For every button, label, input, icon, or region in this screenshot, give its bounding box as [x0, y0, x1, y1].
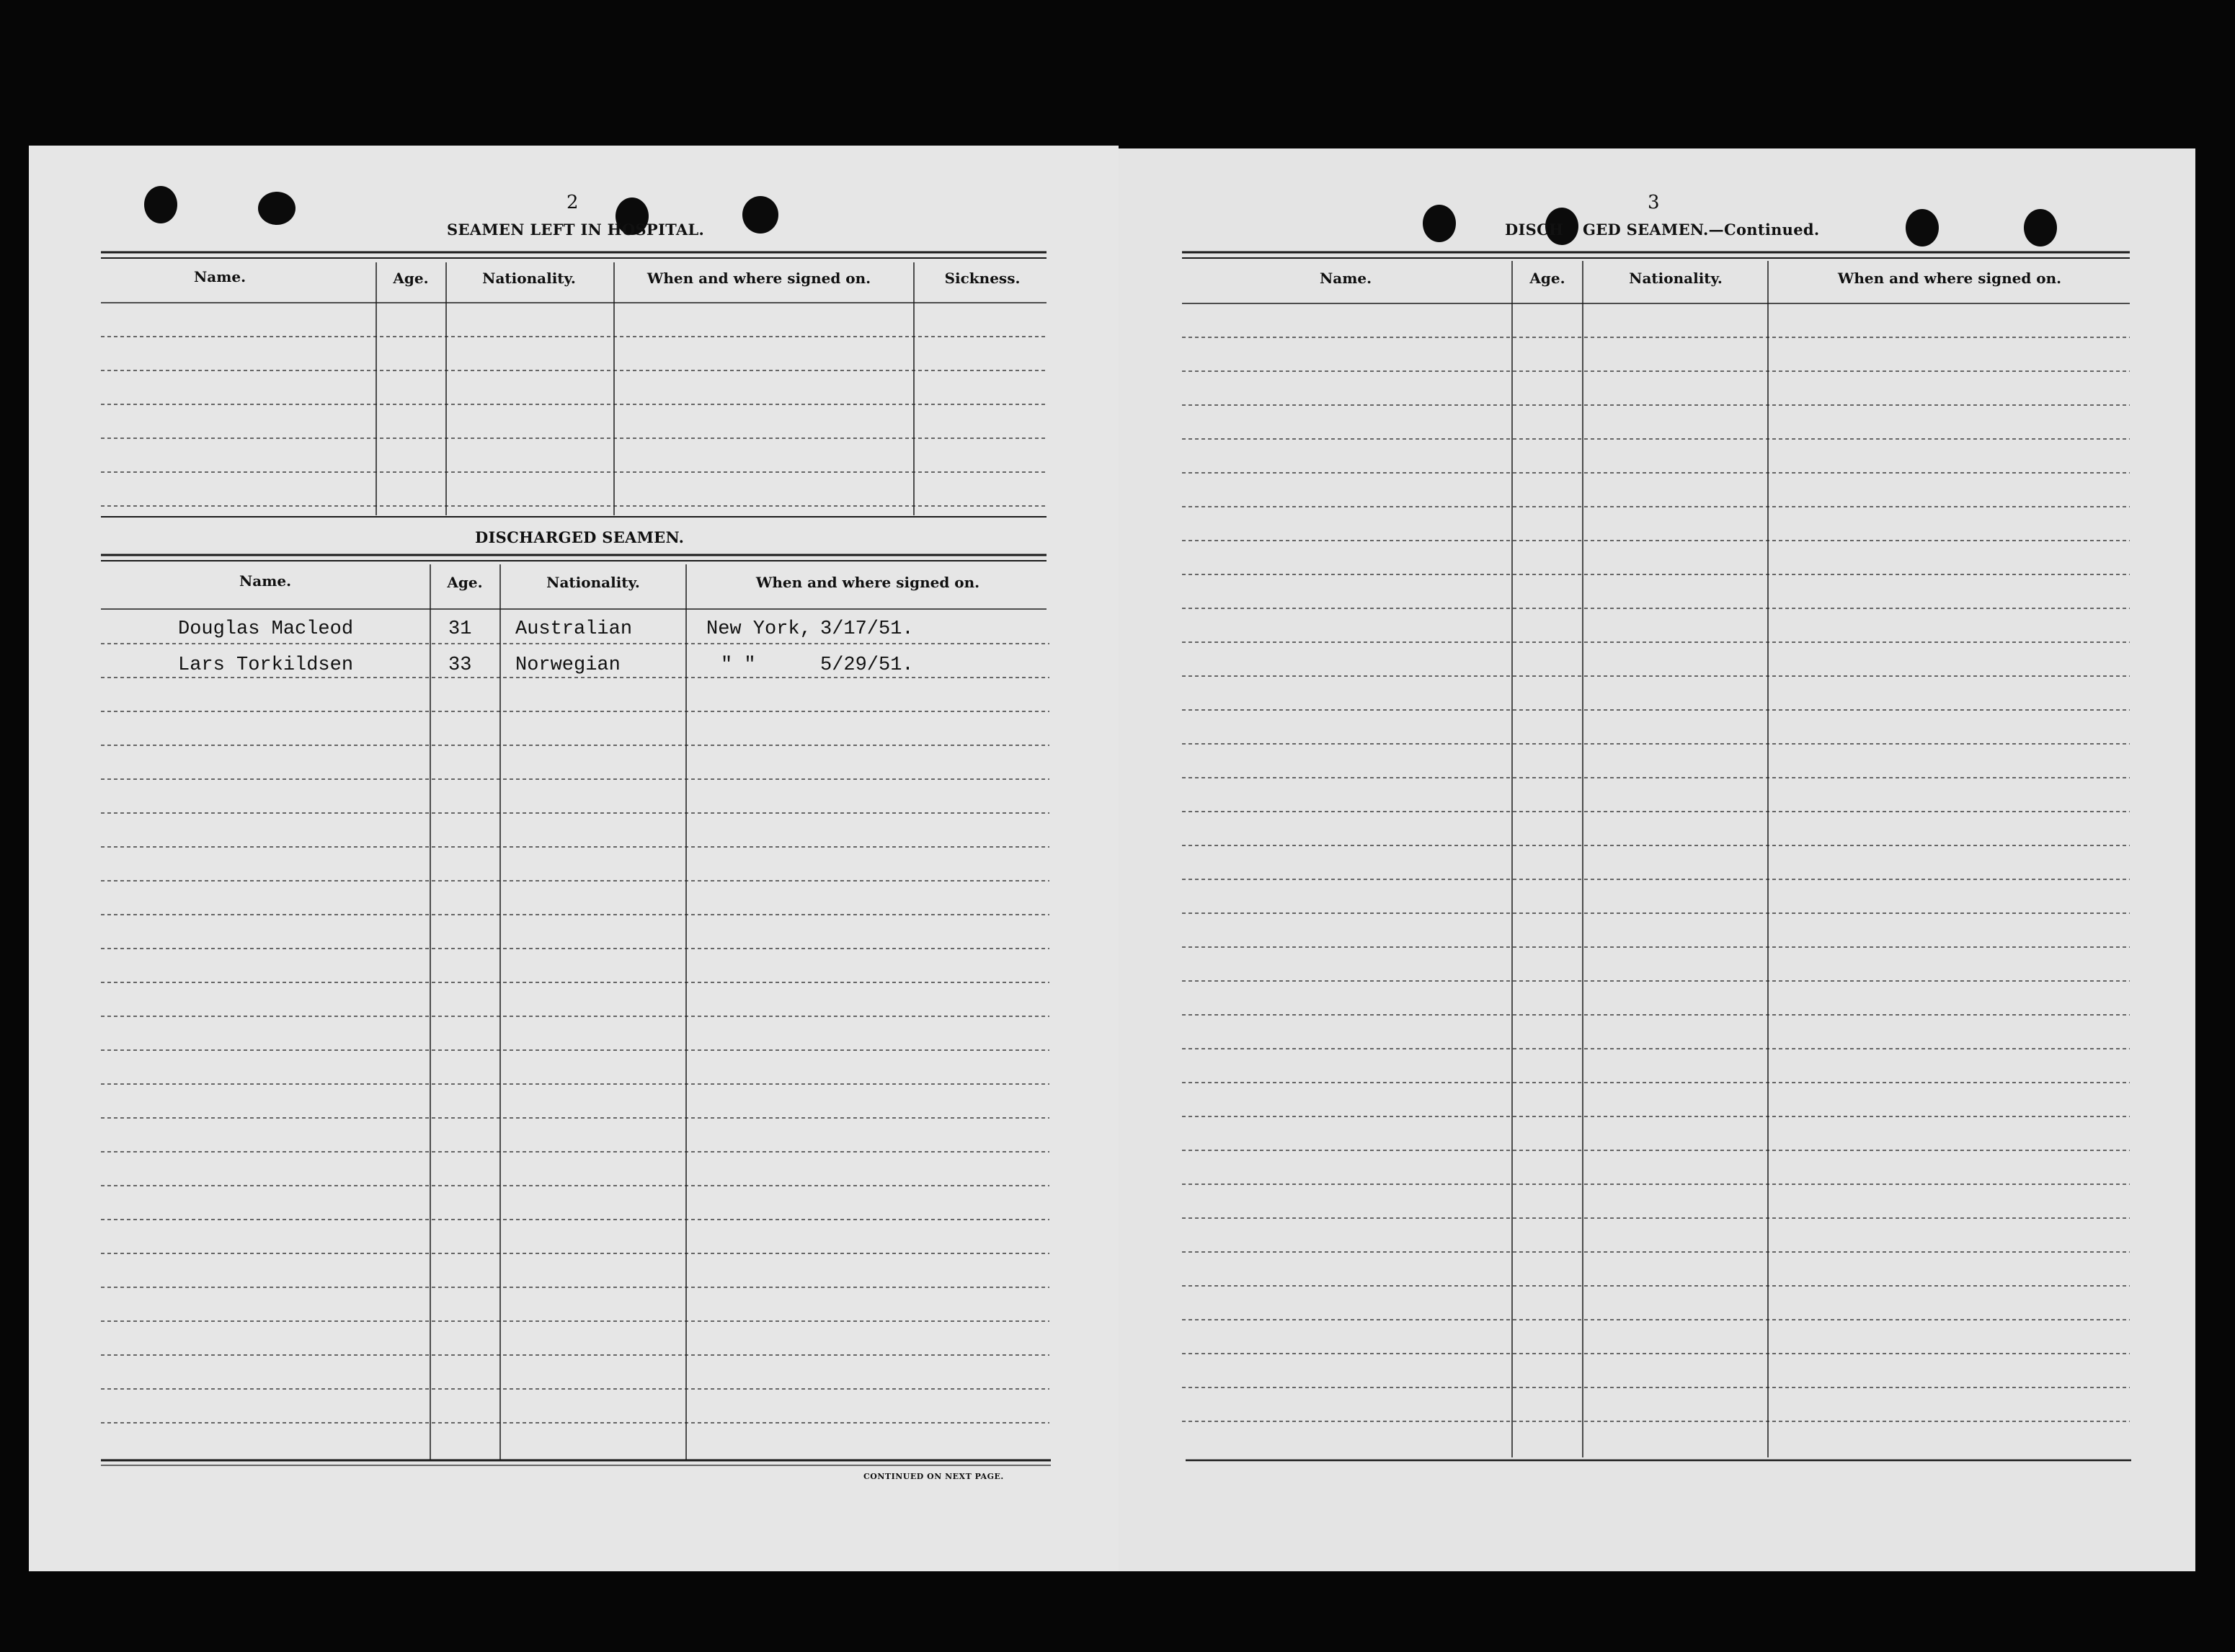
hospital-col-when-where: When and where signed on.	[646, 270, 871, 287]
page-number-left: 2	[566, 192, 579, 213]
entry-age: 31	[448, 618, 472, 640]
hospital-section-title: SEAMEN LEFT IN HOSPITAL.	[447, 221, 705, 239]
entry-date: 3/17/51.	[820, 618, 914, 640]
discharged-col-when-where: When and where signed on.	[755, 574, 980, 591]
entry-nationality: Norwegian	[515, 654, 621, 676]
entry-age: 33	[448, 654, 472, 676]
hospital-col-sickness: Sickness.	[944, 270, 1021, 287]
punch-hole	[2024, 209, 2057, 247]
discharged-col-nationality: Nationality.	[546, 574, 640, 591]
right-section-title-prefix: DISCH	[1505, 221, 1564, 239]
entry-where: New York,	[706, 618, 812, 640]
discharged-col-name: Name.	[239, 572, 292, 590]
right-col-age: Age.	[1529, 270, 1565, 287]
entry-where: " "	[721, 654, 756, 676]
right-col-nationality: Nationality.	[1629, 270, 1723, 287]
hospital-col-age: Age.	[393, 270, 429, 287]
right-col-when-where: When and where signed on.	[1837, 270, 2062, 287]
hospital-col-name: Name.	[193, 268, 246, 285]
right-section-title: GED SEAMEN.—Continued.	[1583, 221, 1820, 239]
continued-footer: CONTINUED ON NEXT PAGE.	[863, 1472, 1004, 1481]
page-number-right: 3	[1648, 192, 1660, 213]
discharged-col-age: Age.	[447, 574, 483, 591]
entry-date: 5/29/51.	[820, 654, 914, 676]
punch-hole	[144, 186, 177, 223]
hospital-col-nationality: Nationality.	[482, 270, 576, 287]
entry-name: Lars Torkildsen	[178, 654, 354, 676]
punch-hole	[1423, 205, 1456, 242]
right-col-name: Name.	[1319, 270, 1372, 287]
punch-hole	[258, 192, 296, 225]
punch-hole	[742, 196, 778, 234]
entry-nationality: Australian	[515, 618, 633, 640]
discharged-section-title: DISCHARGED SEAMEN.	[475, 528, 685, 546]
punch-hole	[1906, 209, 1939, 247]
entry-name: Douglas Macleod	[178, 618, 354, 640]
